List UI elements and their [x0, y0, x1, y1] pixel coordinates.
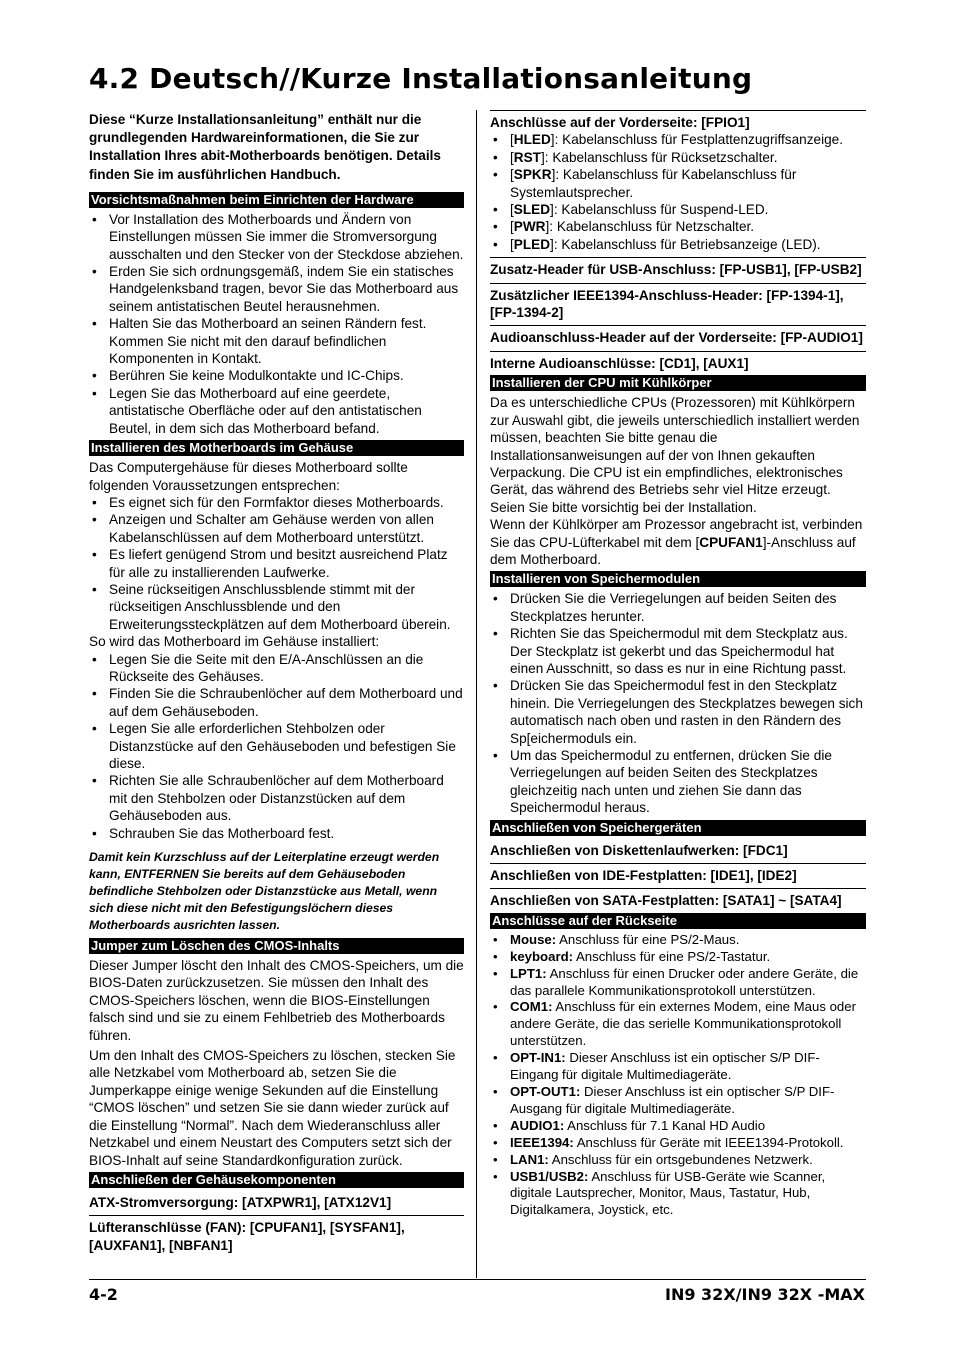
- atx-power-header: ATX-Stromversorgung: [ATXPWR1], [ATX12V1]: [89, 1191, 464, 1216]
- list-item: • Es liefert genügend Strom und besitzt ausreichend Platz für alle zu installierenden Laufwerke.: [92, 547, 448, 580]
- bullet-icon: •: [493, 1168, 498, 1184]
- column-divider: [476, 110, 477, 1278]
- bullet-icon: •: [493, 219, 498, 235]
- bullet-icon: •: [92, 651, 97, 667]
- list-item: • Vor Installation des Motherboards und Ändern von Einstellungen müssen Sie immer die Stromversorgung ausschalten und den Stecker von der Steckdose abziehen.: [92, 211, 464, 262]
- bullet-icon: •: [92, 721, 97, 737]
- memory-list: [490, 590, 866, 816]
- list-item: • LPT1: Anschluss für einen Drucker oder andere Geräte, die das parallele Kommunikationsprotokoll unterstützen.: [493, 965, 859, 998]
- cpu-paragraph-1: Da es unterschiedliche CPUs (Prozessoren) mit Kühlkörpern zur Auswahl gibt, die jeweils unterschiedlich installiert werden müssen, beachten Sie bitte genau die Installationsanweisungen auf der von Ihnen gekauften Verpackung. Die CPU ist ein empfindliches, elektronisches Gerät, das während des Betriebs sehr viel Hitze erzeugt. Seien Sie bitte vorsichtig bei der Installation.: [490, 395, 860, 515]
- bullet-icon: •: [92, 494, 97, 510]
- list-item: • OPT-IN1: Dieser Anschluss ist ein optischer S/P DIF-Eingang für digitale Multimediageräte.: [493, 1050, 820, 1083]
- bullet-icon: •: [92, 547, 97, 563]
- right-column: [490, 110, 866, 1219]
- bullet-icon: •: [493, 1084, 498, 1099]
- list-item: • keyboard: Anschluss für eine PS/2-Tastatur.: [493, 948, 771, 964]
- front-audio-header: Audioanschluss-Header auf der Vorderseite: [FP-AUDIO1]: [490, 326, 866, 351]
- list-item: • [SPKR]: Kabelanschluss für Kabelanschluss für Systemlautsprecher.: [493, 167, 797, 200]
- bullet-icon: •: [493, 626, 498, 642]
- left-column: [89, 110, 464, 1258]
- list-item: • Seine rückseitigen Anschlussblende stimmt mit der rückseitigen Anschlussblende und den Erweiterungssteckplätzen auf dem Motherboard überein.: [92, 581, 451, 632]
- model-name: IN9 32X/IN9 32X -MAX: [665, 1285, 865, 1304]
- bullet-icon: •: [493, 202, 498, 218]
- list-item: • Legen Sie die Seite mit den E/A-Anschlüssen an die Rückseite des Gehäuses.: [92, 651, 424, 684]
- list-item: • [PWR]: Kabelanschluss für Netzschalter.: [493, 219, 755, 235]
- bullet-icon: •: [493, 678, 498, 694]
- list-item: • Schrauben Sie das Motherboard fest.: [92, 825, 335, 841]
- list-item: • Berühren Sie keine Modulkontakte und IC-Chips.: [92, 368, 404, 384]
- bullet-icon: •: [92, 825, 97, 841]
- warning-note: Damit kein Kurzschluss auf der Leiterplatine erzeugt werden kann, ENTFERNEN Sie bereits auf dem Gehäuseboden befindliche Stehbolzen oder Distanzstücke aus Metall, wenn sich diese nicht mit den Befestigungslöchern dieses Motherboards ausrichten lassen.: [89, 850, 440, 933]
- intro-text: Diese “Kurze Installationsanleitung” enthält nur die grundlegenden Hardwareinformationen, die Sie zur Installation Ihres abit-Motherboards benötigen. Details finden Sie im ausführlichen Handbuch.: [89, 112, 441, 182]
- list-item: • Drücken Sie die Verriegelungen auf beiden Seiten des Steckplatzes herunter.: [493, 591, 837, 624]
- list-item: • OPT-OUT1: Dieser Anschluss ist ein optischer S/P DIF-Ausgang für digitale Multimediageräte.: [493, 1084, 835, 1116]
- list-item: • Richten Sie alle Schraubenlöcher auf dem Motherboard mit den Stehbolzen oder Distanzstücken auf dem Gehäuseboden aus.: [92, 773, 444, 824]
- bullet-icon: •: [493, 999, 498, 1015]
- fan-connectors-header: Lüfteranschlüsse (FAN): [CPUFAN1], [SYSFAN1], [AUXFAN1], [NBFAN1]: [89, 1220, 405, 1253]
- case-install-text: So wird das Motherboard im Gehäuse installiert:: [89, 634, 380, 650]
- ide-header: Anschließen von IDE-Festplatten: [IDE1], [IDE2]: [490, 864, 866, 889]
- list-item: • LAN1: Anschluss für ein ortsgebundenes Netzwerk.: [493, 1151, 813, 1167]
- bullet-icon: •: [92, 316, 97, 332]
- fdc-header: Anschließen von Diskettenlaufwerken: [FDC1]: [490, 839, 866, 864]
- page-title: 4.2 Deutsch//Kurze Installationsanleitung: [89, 62, 753, 95]
- list-item: • Es eignet sich für den Formfaktor dieses Motherboards.: [92, 494, 444, 510]
- section-heading-chassis: Anschließen der Gehäusekomponenten: [89, 1172, 464, 1188]
- list-item: • Drücken Sie das Speichermodul fest in den Steckplatz hinein. Die Verriegelungen des Steckplatzes bewegen sich automatisch nach oben und rasten in den Rändern des Sp[eichermoduls ein.: [493, 678, 863, 746]
- case-install-list: [89, 651, 464, 842]
- front-panel-list: [490, 131, 866, 258]
- bullet-icon: •: [92, 211, 97, 227]
- list-item: • AUDIO1: Anschluss für 7.1 Kanal HD Audio: [493, 1117, 766, 1133]
- section-heading-memory: Installieren von Speichermodulen: [490, 571, 866, 587]
- case-requirements-list: [89, 494, 464, 633]
- bullet-icon: •: [92, 368, 97, 384]
- bullet-icon: •: [493, 1050, 498, 1066]
- list-item: • Mouse: Anschluss für eine PS/2-Maus.: [493, 931, 740, 947]
- bullet-icon: •: [493, 948, 498, 964]
- section-heading-cmos: Jumper zum Löschen des CMOS-Inhalts: [89, 938, 464, 954]
- list-item: • Finden Sie die Schraubenlöcher auf dem Motherboard und auf dem Gehäuseboden.: [92, 686, 463, 719]
- section-heading-case: Installieren des Motherboards im Gehäuse: [89, 440, 464, 456]
- bullet-icon: •: [92, 581, 97, 597]
- case-requirements-text: Das Computergehäuse für dieses Motherboard sollte folgenden Voraussetzungen entsprechen:: [89, 460, 408, 493]
- section-heading-cpu: Installieren der CPU mit Kühlkörper: [490, 375, 866, 391]
- section-heading-storage: Anschließen von Speichergeräten: [490, 820, 866, 836]
- ieee1394-header: Zusätzlicher IEEE1394-Anschluss-Header: [FP-1394-1], [FP-1394-2]: [490, 284, 866, 327]
- page-number: 4-2: [89, 1285, 118, 1304]
- usb-header: Zusatz-Header für USB-Anschluss: [FP-USB1], [FP-USB2]: [490, 258, 866, 283]
- cmos-paragraph-2: Um den Inhalt des CMOS-Speichers zu löschen, stecken Sie alle Netzkabel vom Motherboard ab, setzen Sie die Jumperkappe einige wenige Sekunden auf die Einstellung “CMOS löschen” und setzen Sie sie dann wieder zurück auf die Einstellung “Normal”. Nach dem Wiederanschluss aller Netzkabel und einem Neustart des Computers setzt sich der BIOS-Inhalt auf seine Standardkonfiguration zurück.: [89, 1048, 456, 1168]
- bullet-icon: •: [493, 1134, 498, 1150]
- bullet-icon: •: [493, 1117, 498, 1133]
- bullet-icon: •: [92, 773, 97, 789]
- bullet-icon: •: [493, 149, 498, 165]
- section-heading-rear: Anschlüsse auf der Rückseite: [490, 913, 866, 929]
- list-item: • Halten Sie das Motherboard an seinen Rändern fest. Kommen Sie nicht mit den darauf befindlichen Komponenten in Kontakt.: [92, 316, 427, 367]
- list-item: • [HLED]: Kabelanschluss für Festplattenzugriffsanzeige.: [493, 132, 843, 148]
- list-item: • Legen Sie alle erforderlichen Stehbolzen oder Distanzstücke auf den Gehäuseboden und befestigen Sie diese.: [92, 721, 456, 771]
- list-item: • USB1/USB2: Anschluss für USB-Geräte wie Scanner, digitale Lautsprecher, Monitor, Maus, Tastatur, Hub, Digitalkamera, Joystick, etc.: [493, 1168, 826, 1218]
- rear-panel-list: [490, 932, 866, 1219]
- list-item: • Um das Speichermodul zu entfernen, drücken Sie die Verriegelungen auf beiden Seiten des Steckplatzes gleichzeitig nach unten und ziehen Sie dann das Speichermodul heraus.: [493, 748, 832, 816]
- bullet-icon: •: [493, 591, 498, 607]
- section-heading-precautions: Vorsichtsmaßnahmen beim Einrichten der Hardware: [89, 192, 464, 208]
- bullet-icon: •: [493, 965, 498, 981]
- internal-audio-header: Interne Audioanschlüsse: [CD1], [AUX1]: [490, 355, 749, 371]
- list-item: • Erden Sie sich ordnungsgemäß, indem Sie ein statisches Handgelenksband tragen, bevor Sie das Motherboard aus seinem antistatischen Beutel herausnehmen.: [92, 264, 459, 314]
- bullet-icon: •: [92, 512, 97, 528]
- list-item: • [RST]: Kabelanschluss für Rücksetzschalter.: [493, 149, 778, 165]
- list-item: • Richten Sie das Speichermodul mit dem Steckplatz aus. Der Steckplatz ist gekerbt und das Speichermodul hat einen Ausschnitt, so dass es nur in eine Richtung passt.: [493, 626, 848, 676]
- list-item: • IEEE1394: Anschluss für Geräte mit IEEE1394-Protokoll.: [493, 1134, 844, 1150]
- bullet-icon: •: [493, 167, 498, 183]
- list-item: • [PLED]: Kabelanschluss für Betriebsanzeige (LED).: [490, 236, 866, 258]
- bullet-icon: •: [493, 748, 498, 763]
- front-panel-heading: Anschlüsse auf der Vorderseite: [FPIO1]: [490, 110, 866, 131]
- bullet-icon: •: [493, 236, 498, 252]
- footer-divider: [89, 1279, 866, 1280]
- bullet-icon: •: [92, 264, 97, 280]
- cmos-paragraph-1: Dieser Jumper löscht den Inhalt des CMOS-Speichers, um die BIOS-Daten zurückzusetzen. Sie müssen den Inhalt des CMOS-Speichers löschen, wenn die BIOS-Einstellungen falsch sind und sie zu einem Fehlbetrieb des Motherboards führen.: [89, 958, 464, 1043]
- list-item: • Anzeigen und Schalter am Gehäuse werden von allen Kabelanschlüssen auf dem Motherboard unterstützt.: [92, 512, 434, 545]
- precautions-list: [89, 211, 464, 437]
- bullet-icon: •: [493, 132, 498, 148]
- cpu-paragraph-2: Wenn der Kühlkörper am Prozessor angebracht ist, verbinden Sie das CPU-Lüfterkabel mit dem [CPUFAN1]-Anschluss auf dem Motherboard.: [490, 517, 863, 567]
- list-item: • [SLED]: Kabelanschluss für Suspend-LED.: [493, 202, 769, 218]
- bullet-icon: •: [92, 686, 97, 702]
- list-item: • Legen Sie das Motherboard auf eine geerdete, antistatische Oberfläche oder auf den antistatischen Beutel, in dem sich das Motherboard befand.: [92, 385, 422, 436]
- bullet-icon: •: [493, 931, 498, 947]
- list-item: • COM1: Anschluss für ein externes Modem, eine Maus oder andere Geräte, die das serielle Kommunikationsprotokoll unterstützen.: [493, 999, 856, 1049]
- bullet-icon: •: [493, 1151, 498, 1167]
- bullet-icon: •: [92, 385, 97, 401]
- sata-header: Anschließen von SATA-Festplatten: [SATA1] ~ [SATA4]: [490, 893, 842, 909]
